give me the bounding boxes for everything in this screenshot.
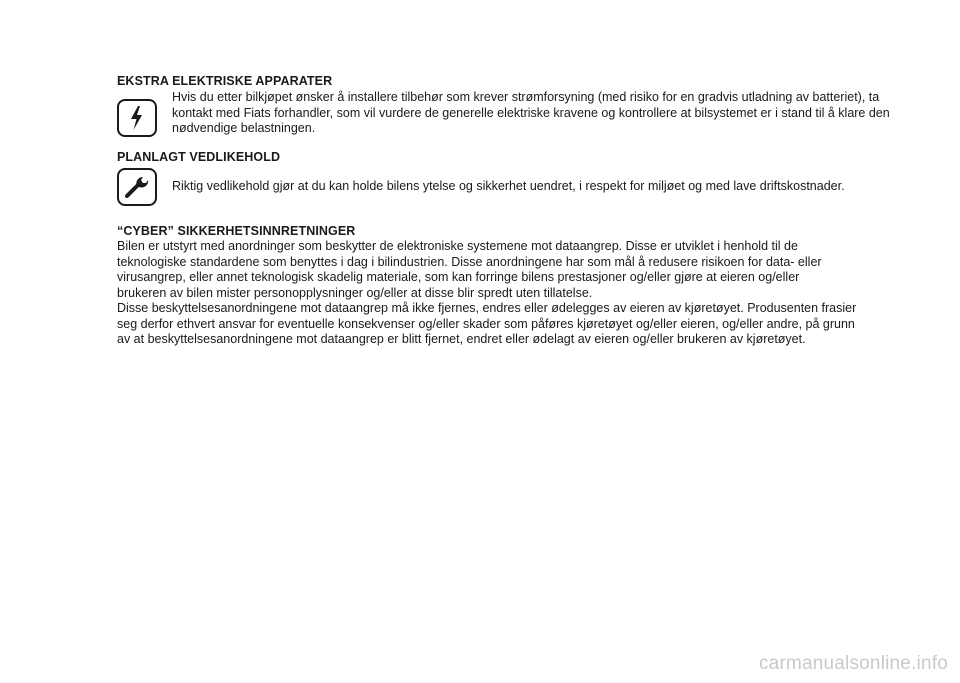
cyber-paragraph-2: Disse beskyttelsesanordningene mot dataangrep må ikke fjernes, endres eller ødelegges av eieren av kjøretøyet. Produsenten frasier seg derfor ethvert ansvar for eventuelle konsekvenser og/eller skader som påføres kjøretøyet og/eller eieren, og/eller andre, på grunn av at beskyttelsesanordningene mot dataangrep er blitt fjernet, endret eller ødelagt av eieren og/eller brukeren av kjøretøyet. <box>117 301 857 346</box>
section-maintenance <box>117 168 907 206</box>
cyber-paragraph-1: Bilen er utstyrt med anordninger som beskytter de elektroniske systemene mot dataangrep. Disse er utviklet i henhold til de teknologiske standardene som benyttes i dag i bilindustrien. Disse anordningene har som mål å redusere risikoen for data- eller virusangrep, eller annet teknologisk skadelig materiale, som kan forringe bilens prestasjoner og/eller gjøre at eieren og/eller brukeren av bilen mister personopplysninger og/eller at disse blir spredt uten tillatelse. <box>117 239 822 300</box>
lightning-bolt-icon <box>117 99 157 137</box>
document-page <box>117 74 907 348</box>
extra-electrical-text: Hvis du etter bilkjøpet ønsker å installere tilbehør som krever strømforsyning (med risiko for en gradvis utladning av batteriet), ta kontakt med Fiats forhandler, som vil vurdere de generelle elektriske kravene og kontrollere at bilsystemet er i stand til å klare den nødvendige belastningen. <box>172 90 890 135</box>
section-heading-extra-electrical: EKSTRA ELEKTRISKE APPARATER <box>117 74 333 88</box>
watermark-logo: carmanualsonline.info <box>758 653 948 674</box>
section-extra-electrical <box>117 90 907 137</box>
maintenance-text: Riktig vedlikehold gjør at du kan holde bilens ytelse og sikkerhet uendret, i respekt for miljøet og med lave driftskostnader. <box>172 179 845 193</box>
section-heading-maintenance: PLANLAGT VEDLIKEHOLD <box>117 150 281 164</box>
section-heading-cyber-security: “CYBER” SIKKERHETSINNRETNINGER <box>117 224 356 238</box>
wrench-icon <box>117 168 157 206</box>
